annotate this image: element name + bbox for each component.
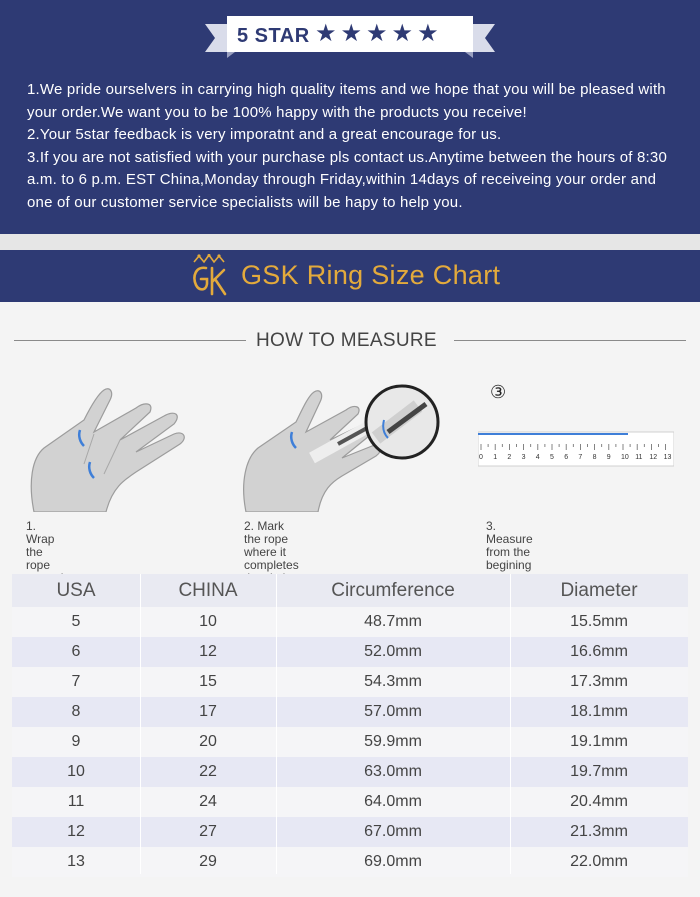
circumference-cell: 59.9mm [364,733,422,750]
column-divider [140,574,141,874]
how-to-measure-heading [0,330,700,354]
ruler-tick-label: 7 [578,454,583,461]
china-size-cell: 17 [199,703,217,720]
table-row [12,727,688,757]
ruler-tick-label: 9 [606,454,611,461]
ruler-illustration-icon [478,422,674,472]
ruler-tick-label: 4 [535,454,540,461]
china-size-cell: 29 [199,853,217,870]
feedback-notice [27,79,677,214]
usa-size-cell: 13 [67,853,85,870]
star-icon: ★ [366,20,388,47]
step-1-caption: 1. Wrap the rope [26,519,55,572]
ruler-tick-label: 0 [479,454,483,461]
china-size-cell: 12 [199,643,217,660]
star-rating [315,22,439,46]
usa-size-cell: 5 [71,613,81,630]
ruler-tick-label: 13 [663,454,672,461]
notice-line-1: 1.We pride ourselvers in carrying high quality items and we hope that you will be pleased with your order.We want you to be 100% happy with the products you receive! [27,81,666,121]
table-row [12,757,688,787]
column-divider [276,574,277,874]
star-icon: ★ [340,20,363,47]
header-china: CHINA [178,579,238,601]
heading-rule-right [454,340,686,341]
usa-size-cell: 6 [71,643,81,660]
china-size-cell: 27 [199,823,217,840]
diameter-cell: 19.1mm [570,733,628,750]
step-3-number: ③ [490,382,507,402]
ruler-tick-label: 3 [521,454,526,461]
diameter-cell: 15.5mm [570,613,628,630]
table-row [12,637,688,667]
usa-size-cell: 8 [71,703,81,720]
hand-wrap-illustration-icon [24,382,214,512]
star-icon: ★ [315,20,337,47]
circumference-cell: 67.0mm [364,823,422,840]
table-body [12,607,688,877]
brand-band [0,250,700,302]
diameter-cell: 17.3mm [570,673,628,690]
star-icon: ★ [417,20,439,47]
ring-size-table [12,574,688,877]
table-row [12,787,688,817]
ruler-tick-label: 10 [621,454,629,461]
table-header-row [12,574,688,607]
measure-section [0,302,700,897]
table-row [12,607,688,637]
section-gap [0,234,700,250]
five-star-label: 5 STAR [237,25,310,47]
circumference-cell: 63.0mm [364,763,422,780]
ruler-tick-label: 11 [635,454,643,461]
circumference-cell: 69.0mm [364,853,422,870]
table-row [12,817,688,847]
china-size-cell: 10 [199,613,217,630]
ruler-tick-label: 8 [592,454,597,461]
diameter-cell: 22.0mm [570,853,628,870]
how-to-measure-title: HOW TO MEASURE [256,330,437,351]
china-size-cell: 15 [199,673,217,690]
heading-rule-left [14,340,246,341]
feedback-banner [0,0,700,234]
table-row [12,847,688,877]
ruler-tick-label: 12 [649,454,658,461]
circumference-cell: 57.0mm [364,703,422,720]
diameter-cell: 16.6mm [570,643,628,660]
ruler-tick-label: 5 [550,454,554,461]
gsk-crown-logo-icon [188,254,230,298]
china-size-cell: 22 [199,763,217,780]
circumference-cell: 48.7mm [364,613,422,630]
diameter-cell: 19.7mm [570,763,628,780]
ruler-tick-label: 2 [507,454,512,461]
header-diameter: Diameter [560,579,638,601]
table-row [12,697,688,727]
circumference-cell: 54.3mm [364,673,422,690]
usa-size-cell: 7 [71,673,81,690]
diameter-cell: 20.4mm [570,793,628,810]
diameter-cell: 21.3mm [570,823,628,840]
diameter-cell: 18.1mm [570,703,628,720]
usa-size-cell: 10 [67,763,85,780]
table-row [12,667,688,697]
usa-size-cell: 9 [71,733,81,750]
step-2-caption: 2. Mark the rope where it completes [244,519,299,572]
header-usa: USA [56,579,96,601]
five-star-ribbon [205,16,495,60]
ruler-tick-label: 6 [564,454,569,461]
step-3-caption: 3. Measure from the begining [486,519,533,572]
star-icon: ★ [391,20,414,47]
column-divider [510,574,511,874]
china-size-cell: 20 [199,733,217,750]
usa-size-cell: 11 [67,793,85,810]
chart-title: GSK Ring Size Chart [241,260,501,290]
header-circumference: Circumference [331,579,455,601]
usa-size-cell: 12 [67,823,85,840]
hand-mark-illustration-icon [238,382,448,512]
china-size-cell: 24 [199,793,217,810]
notice-line-2: 2.Your 5star feedback is very imporatnt and a great encourage for us. [27,126,502,143]
notice-line-3: 3.If you are not satisfied with your purchase pls contact us.Anytime between the hours of 8:30 a.m. to 6 p.m. EST China,Monday through Friday,within 14days of receiveing your order and one of our customer service specialists will be hapy to help you. [27,148,667,211]
circumference-cell: 52.0mm [364,643,422,660]
ruler-tick-label: 1 [493,454,498,461]
circumference-cell: 64.0mm [364,793,422,810]
